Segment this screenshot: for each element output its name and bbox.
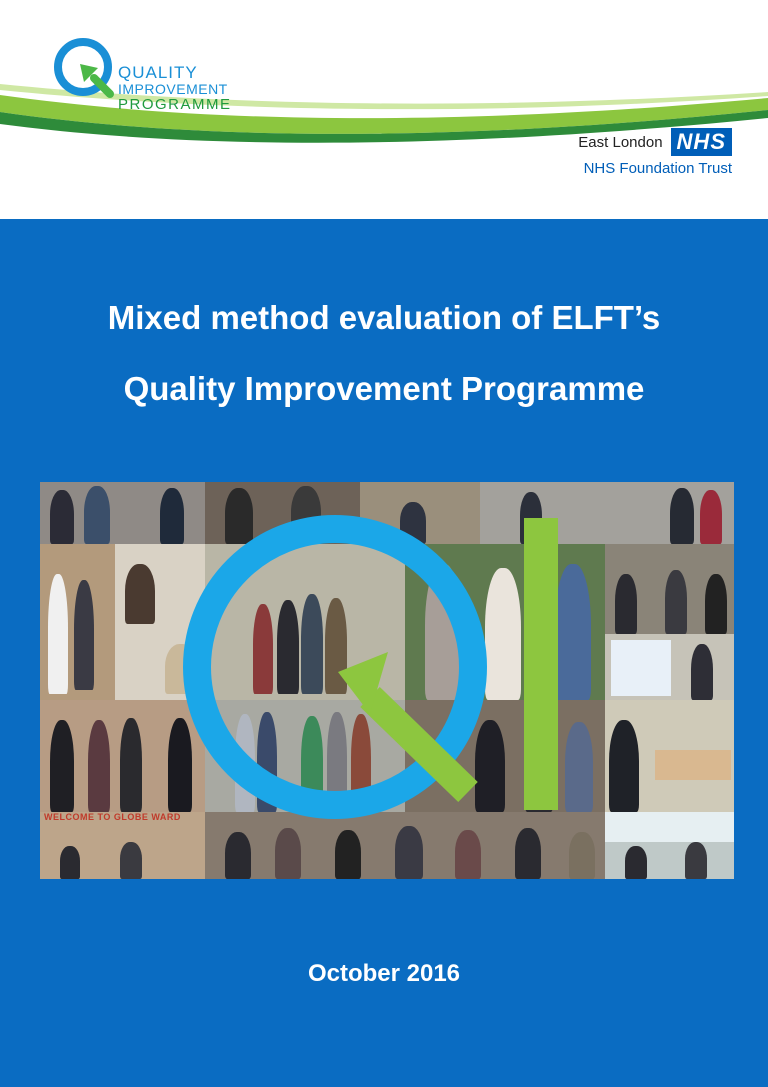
cover-panel [0, 219, 768, 1087]
page-header [0, 0, 768, 219]
report-title-line2: Quality Improvement Programme [123, 370, 645, 407]
nhs-logo-badge: NHS [671, 128, 732, 156]
logo-line-quality: QUALITY [118, 63, 198, 82]
logo-line-programme: PROGRAMME [118, 96, 232, 113]
trust-branding [578, 128, 732, 177]
logo-line-improvement: IMPROVEMENT [118, 81, 228, 97]
programme-logo-text [118, 64, 232, 112]
ward-sign-text: WELCOME TO GLOBE WARD [44, 812, 181, 822]
header-wave [0, 0, 768, 219]
quality-improvement-logo-icon [50, 34, 120, 104]
qi-logo-icon [40, 482, 734, 879]
photo-collage [40, 482, 734, 879]
report-date: October 2016 [307, 960, 461, 987]
trust-name: East London [578, 133, 663, 151]
report-title-line1: Mixed method evaluation of ELFT’s [107, 299, 661, 336]
trust-subtitle: NHS Foundation Trust [583, 160, 732, 177]
